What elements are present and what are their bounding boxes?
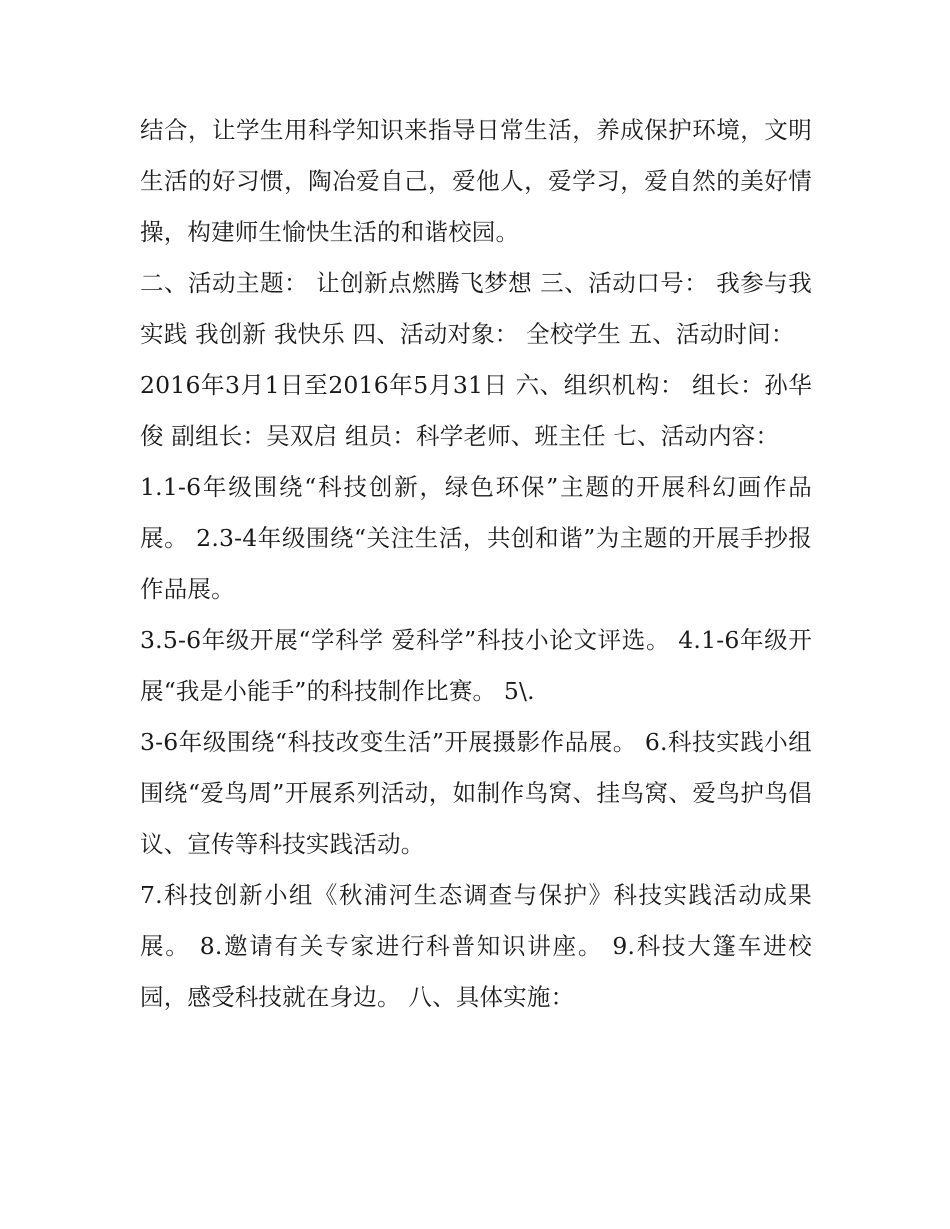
- paragraph-activity-3-4: 3.5-6年级开展“学科学 爱科学”科技小论文评选。 4.1-6年级开展“我是小能手”的科技制作比赛。 5\.: [140, 626, 812, 705]
- paragraph-theme-slogan-target-time: 二、活动主题： 让创新点燃腾飞梦想 三、活动口号： 我参与我实践 我创新 我快乐 四、活动对象： 全校学生 五、活动时间：: [140, 269, 812, 348]
- document-body: [140, 105, 812, 1023]
- paragraph-activity-1-2: 1.1-6年级围绕“科技创新，绿色环保”主题的开展科幻画作品展。 2.3-4年级围绕“关注生活，共创和谐”为主题的开展手抄报作品展。: [140, 473, 812, 603]
- paragraph-date-organization: 2016年3月1日至2016年5月31日 六、组织机构： 组长：孙华俊 副组长：吴双启 组员：科学老师、班主任 七、活动内容：: [140, 371, 812, 450]
- paragraph-activity-7-9: 7.科技创新小组《秋浦河生态调查与保护》科技实践活动成果展。 8.邀请有关专家进行科普知识讲座。 9.科技大篷车进校园，感受科技就在身边。 八、具体实施：: [140, 881, 812, 1011]
- paragraph-activity-5-6: 3-6年级围绕“科技改变生活”开展摄影作品展。 6.科技实践小组围绕“爱鸟周”开展系列活动，如制作鸟窝、挂鸟窝、爱鸟护鸟倡议、宣传等科技实践活动。: [140, 728, 812, 858]
- paragraph-intro-continuation: 结合，让学生用科学知识来指导日常生活，养成保护环境，文明生活的好习惯，陶冶爱自己，爱他人，爱学习，爱自然的美好情操，构建师生愉快生活的和谐校园。: [140, 116, 812, 246]
